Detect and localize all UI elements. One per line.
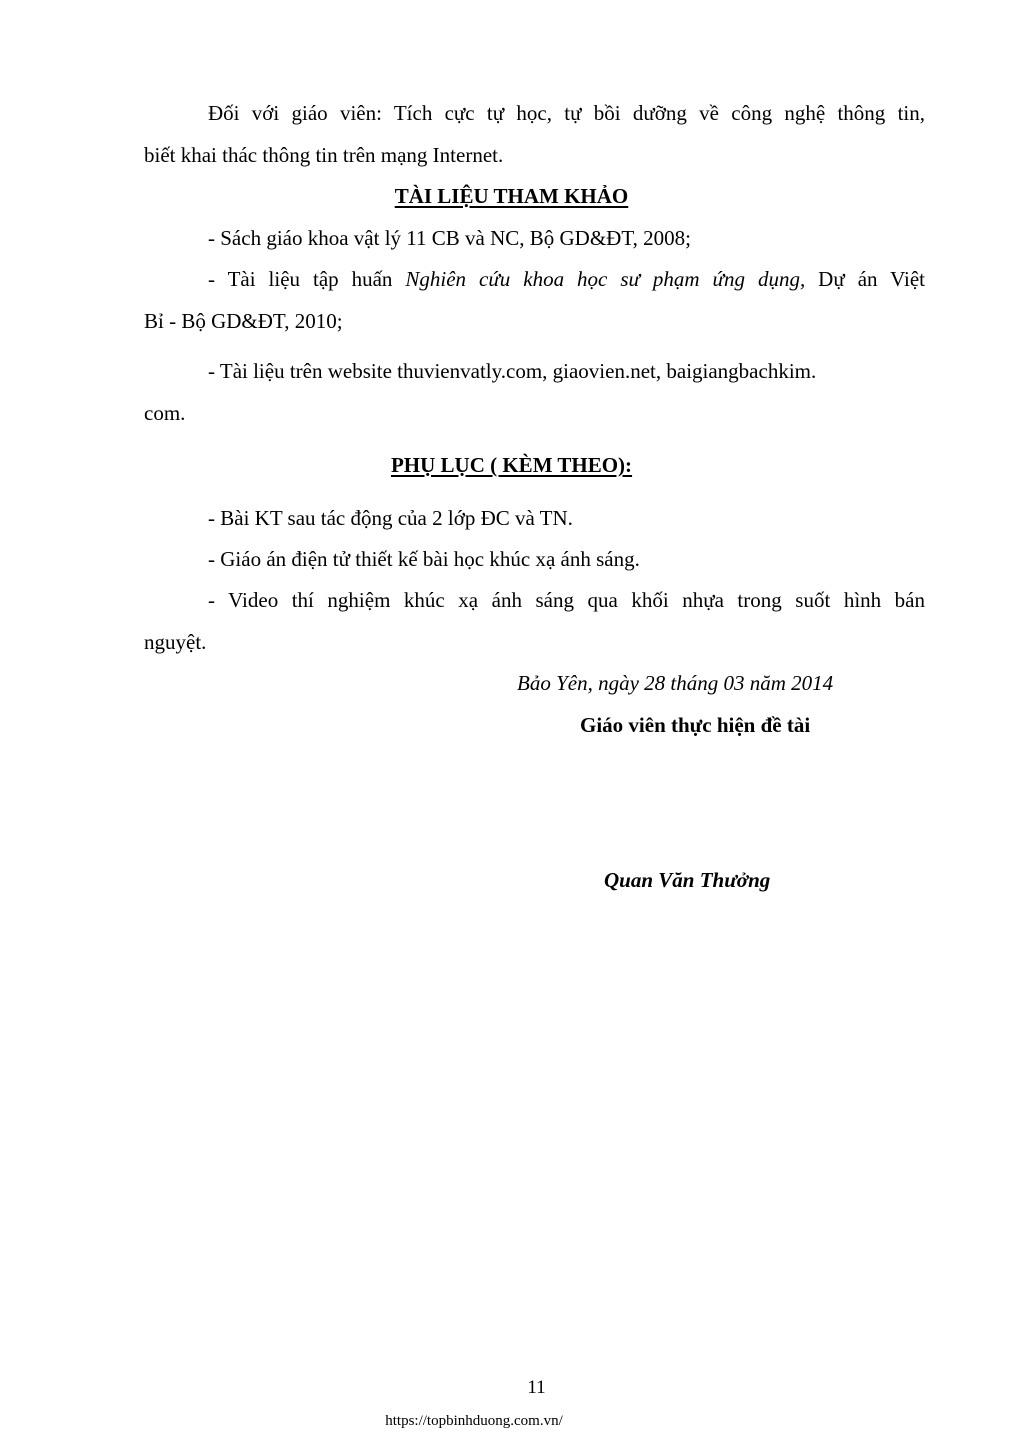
reference-item-3: - Tài liệu trên website thuvienvatly.com, giaovien.net, baigiangbachkim. <box>208 359 817 383</box>
reference-item-1: - Sách giáo khoa vật lý 11 CB và NC, Bộ GD&ĐT, 2008; <box>208 226 691 250</box>
teacher-paragraph-line2: biết khai thác thông tin trên mạng Internet. <box>144 143 504 167</box>
appendix-item-3-cont: nguyệt. <box>144 630 207 654</box>
reference-item-2 <box>208 266 925 292</box>
signature-name: Quan Văn Thưởng <box>604 868 771 892</box>
teacher-paragraph-line1: Đối với giáo viên: Tích cực tự học, tự bồi dưỡng về công nghệ thông tin, <box>208 101 925 125</box>
appendix-heading: PHỤ LỤC ( KÈM THEO): <box>390 453 633 477</box>
reference-item-2-prefix: - Tài liệu tập huấn <box>208 267 406 291</box>
footer-url: https://topbinhduong.com.vn/ <box>385 1413 563 1429</box>
page-number: 11 <box>527 1377 546 1398</box>
reference-item-2-suffix: Dự án Việt <box>805 267 925 291</box>
appendix-item-2: - Giáo án điện tử thiết kế bài học khúc xạ ánh sáng. <box>208 547 640 571</box>
references-heading: TÀI LIỆU THAM KHẢO <box>394 184 629 208</box>
reference-item-2-title: Nghiên cứu khoa học sư phạm ứng dụng, <box>405 267 806 291</box>
appendix-item-1: - Bài KT sau tác động của 2 lớp ĐC và TN. <box>208 506 573 530</box>
reference-item-3-cont: com. <box>144 401 186 425</box>
appendix-item-3: - Video thí nghiệm khúc xạ ánh sáng qua khối nhựa trong suốt hình bán <box>208 588 925 612</box>
reference-item-2-cont: Bỉ - Bộ GD&ĐT, 2010; <box>144 309 343 333</box>
signature-place-date: Bảo Yên, ngày 28 tháng 03 năm 2014 <box>517 671 834 695</box>
signature-role: Giáo viên thực hiện đề tài <box>580 713 811 737</box>
